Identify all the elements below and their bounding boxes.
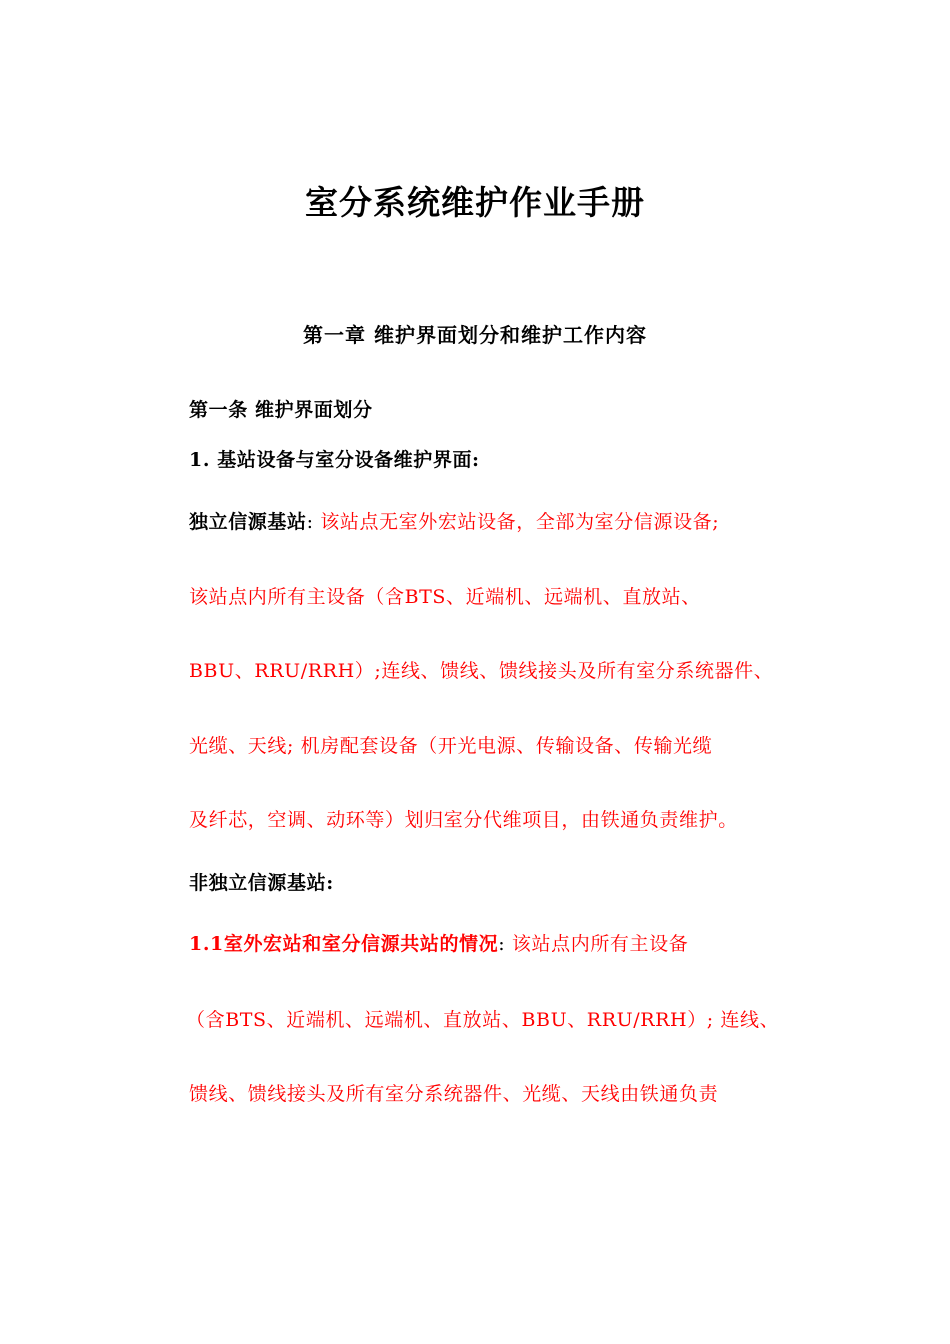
document-title: 室分系统维护作业手册 [305, 183, 645, 222]
paragraph-line [189, 928, 688, 960]
subsection-text-line: 馈线、馈线接头及所有室分系统器件、光缆、天线由铁通负责 [189, 1083, 719, 1105]
independent-text-line: 该站点内所有主设备（含BTS、近端机、远端机、直放站、 [189, 586, 701, 608]
independent-label: 独立信源基站 [189, 511, 307, 533]
independent-text-line: 光缆、天线; 机房配套设备（开光电源、传输设备、传输光缆 [189, 735, 713, 757]
independent-text-line: 及纤芯，空调、动环等）划归室分代维项目，由铁通负责维护。 [189, 809, 738, 831]
independent-text-line: 该站点无室外宏站设备，全部为室分信源设备; [320, 511, 720, 533]
subsection-text-line: （含BTS、近端机、远端机、直放站、BBU、RRU/RRH）; 连线、 [186, 1009, 780, 1031]
article-heading: 第一条 维护界面划分 [189, 399, 373, 421]
non-independent-label: 非独立信源基站: [189, 872, 334, 894]
subsection-text-line: 该站点内所有主设备 [511, 933, 689, 955]
subsection-1-1-colon: : [498, 933, 506, 955]
paragraph-line [189, 506, 719, 538]
subsection-1-1-label: 1.1室外宏站和室分信源共站的情况 [189, 933, 499, 955]
section-heading-1: 1. 基站设备与室分设备维护界面: [189, 449, 480, 471]
independent-text-line: BBU、RRU/RRH）;连线、馈线、馈线接头及所有室分系统器件、 [189, 660, 774, 682]
independent-colon: : [306, 511, 314, 533]
chapter-heading: 第一章 维护界面划分和维护工作内容 [303, 323, 647, 347]
